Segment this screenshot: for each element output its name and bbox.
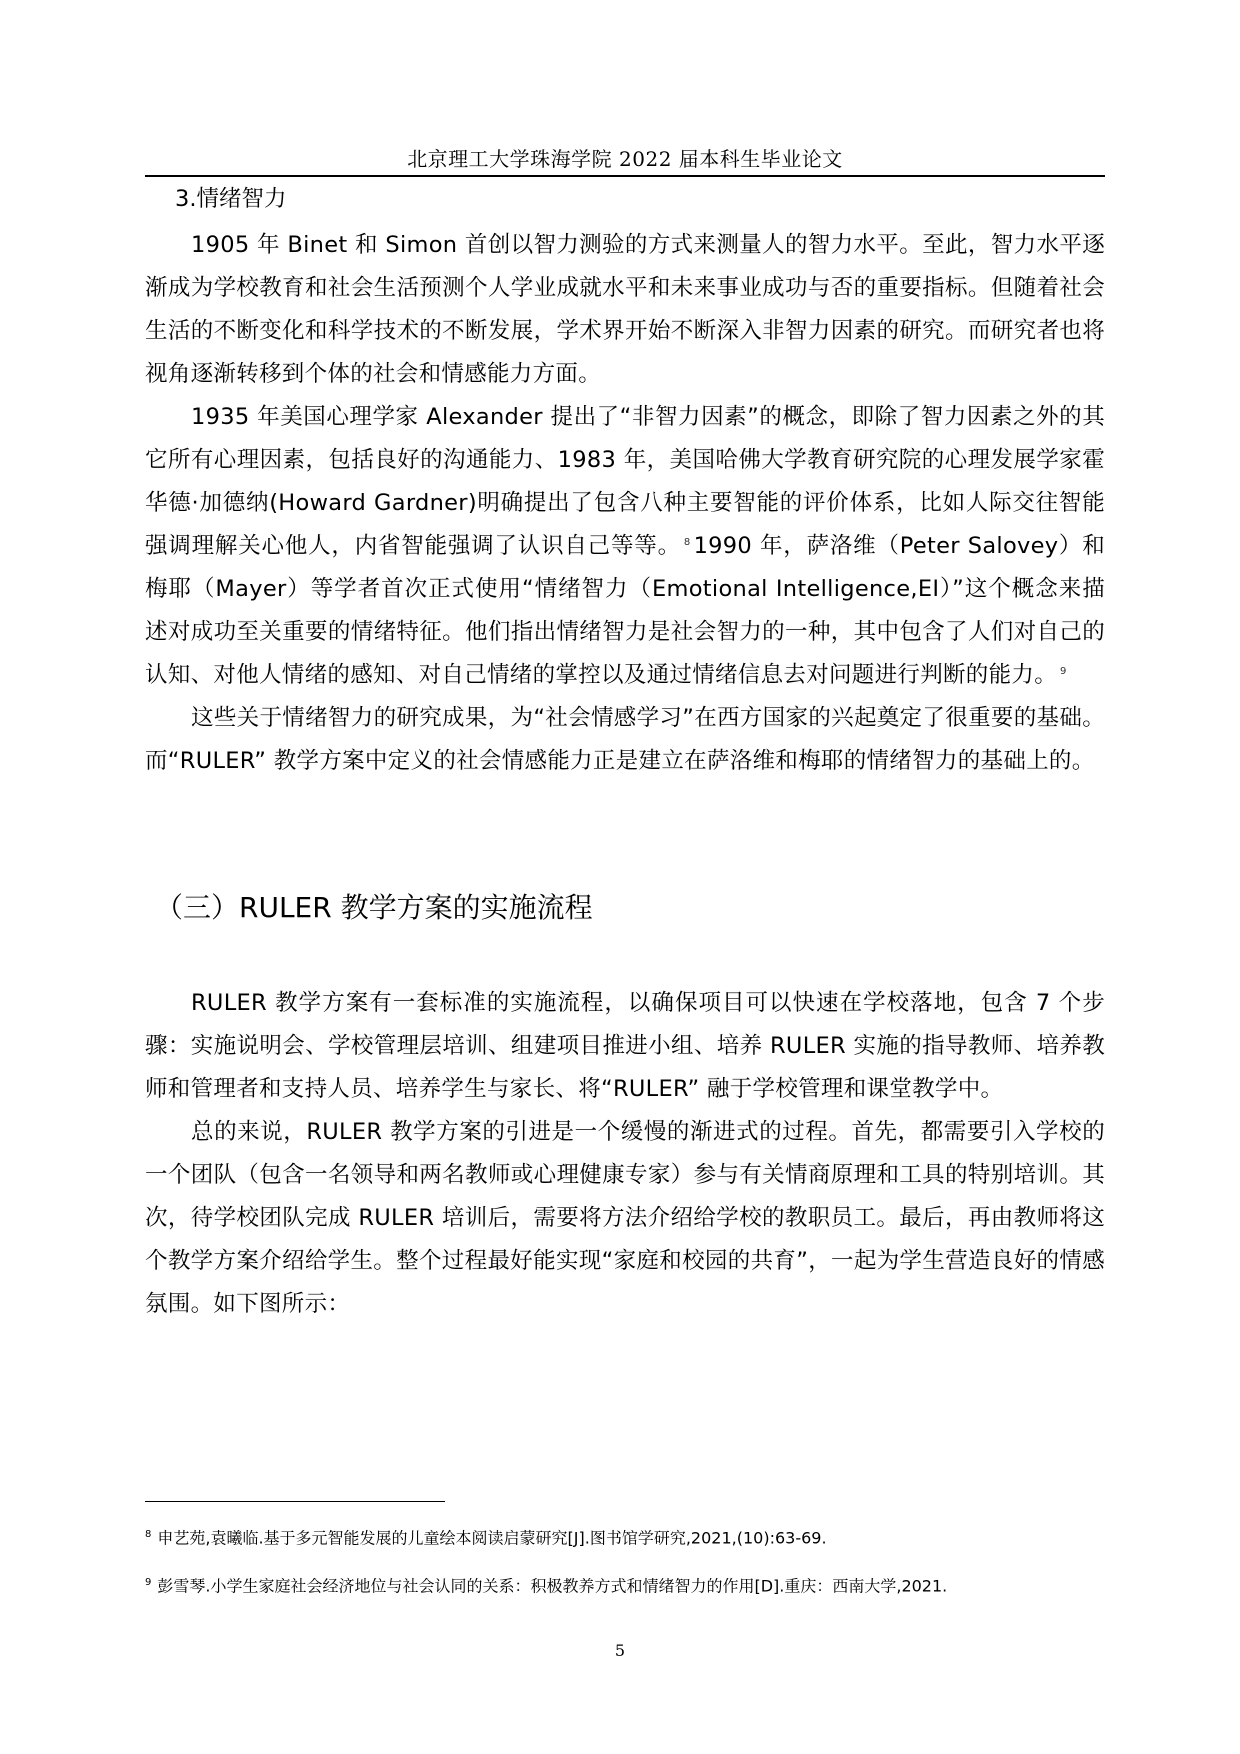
body-bottom xyxy=(145,982,1105,1326)
body-top xyxy=(145,224,1105,783)
section-heading: （三）RULER 教学方案的实施流程 xyxy=(155,891,593,924)
footnote-number: 9 xyxy=(145,1577,152,1588)
footnote-text: 申艺苑,袁曦临.基于多元智能发展的儿童绘本阅读启蒙研究[J].图书馆学研究,2021,(10):63-69. xyxy=(157,1528,827,1548)
footnote-ref-8[interactable]: 8 xyxy=(683,536,691,548)
footnote-ref-9[interactable]: 9 xyxy=(1060,665,1067,677)
paragraph-emotional-intelligence-history xyxy=(145,396,1105,697)
footnote-text: 彭雪琴.小学生家庭社会经济地位与社会认同的关系：积极教养方式和情绪智力的作用[D].重庆：西南大学,2021. xyxy=(157,1576,948,1596)
paragraph-research-foundation: 这些关于情绪智力的研究成果，为“社会情感学习”在西方国家的兴起奠定了很重要的基础。而“RULER” 教学方案中定义的社会情感能力正是建立在萨洛维和梅耶的情绪智力的基础上的。 xyxy=(145,705,1105,774)
paragraph-text-part-a: 1935 年美国心理学家 Alexander 提出了“非智力因素”的概念，即除了智力因素之外的其它所有心理因素，包括良好的沟通能力、1983 年，美国哈佛大学教育研究院的心理发展学家霍华德·加德纳(Howard Gardner)明确提出了包含八种主要智能的评价体系，比如人际交往智能强调理解关心他人，内省智能强调了认识自己等等。 xyxy=(145,404,1105,559)
running-header: 北京理工大学珠海学院 2022 届本科生毕业论文 xyxy=(407,147,843,171)
paragraph-implementation-steps: RULER 教学方案有一套标准的实施流程，以确保项目可以快速在学校落地，包含 7 个步骤：实施说明会、学校管理层培训、组建项目推进小组、培养 RULER 实施的指导教师、培养教师和管理者和支持人员、培养学生与家长、将“RULER” 融于学校管理和课堂教学中。 xyxy=(145,990,1105,1102)
page-number: 5 xyxy=(614,1641,626,1660)
paragraph-implementation-process: 总的来说，RULER 教学方案的引进是一个缓慢的渐进式的过程。首先，都需要引入学校的一个团队（包含一名领导和两名教师或心理健康专家）参与有关情商原理和工具的特别培训。其次，待学校团队完成 RULER 培训后，需要将方法介绍给学校的教职员工。最后，再由教师将这个教学方案介绍给学生。整个过程最好能实现“家庭和校园的共育”，一起为学生营造良好的情感氛围。如下图所示： xyxy=(145,1119,1105,1317)
header-rule xyxy=(145,175,1105,177)
footnote-8 xyxy=(145,1524,1105,1549)
footnote-separator xyxy=(145,1501,445,1502)
subsection-heading: 3.情绪智力 xyxy=(175,186,287,212)
paragraph-intelligence-testing: 1905 年 Binet 和 Simon 首创以智力测验的方式来测量人的智力水平。至此，智力水平逐渐成为学校教育和社会生活预测个人学业成就水平和未来事业成功与否的重要指标。但随着社会生活的不断变化和科学技术的不断发展，学术界开始不断深入非智力因素的研究。而研究者也将视角逐渐转移到个体的社会和情感能力方面。 xyxy=(145,232,1105,387)
footnote-number: 8 xyxy=(145,1529,152,1540)
footnote-9 xyxy=(145,1572,1105,1597)
paragraph-text-part-b: 1990 年，萨洛维（Peter Salovey）和梅耶（Mayer）等学者首次正式使用“情绪智力（Emotional Intelligence,EI）”这个概念来描述对成功至关重要的情绪特征。他们指出情绪智力是社会智力的一种，其中包含了人们对自己的认知、对他人情绪的感知、对自己情绪的掌控以及通过情绪信息去对问题进行判断的能力。 xyxy=(145,533,1106,688)
